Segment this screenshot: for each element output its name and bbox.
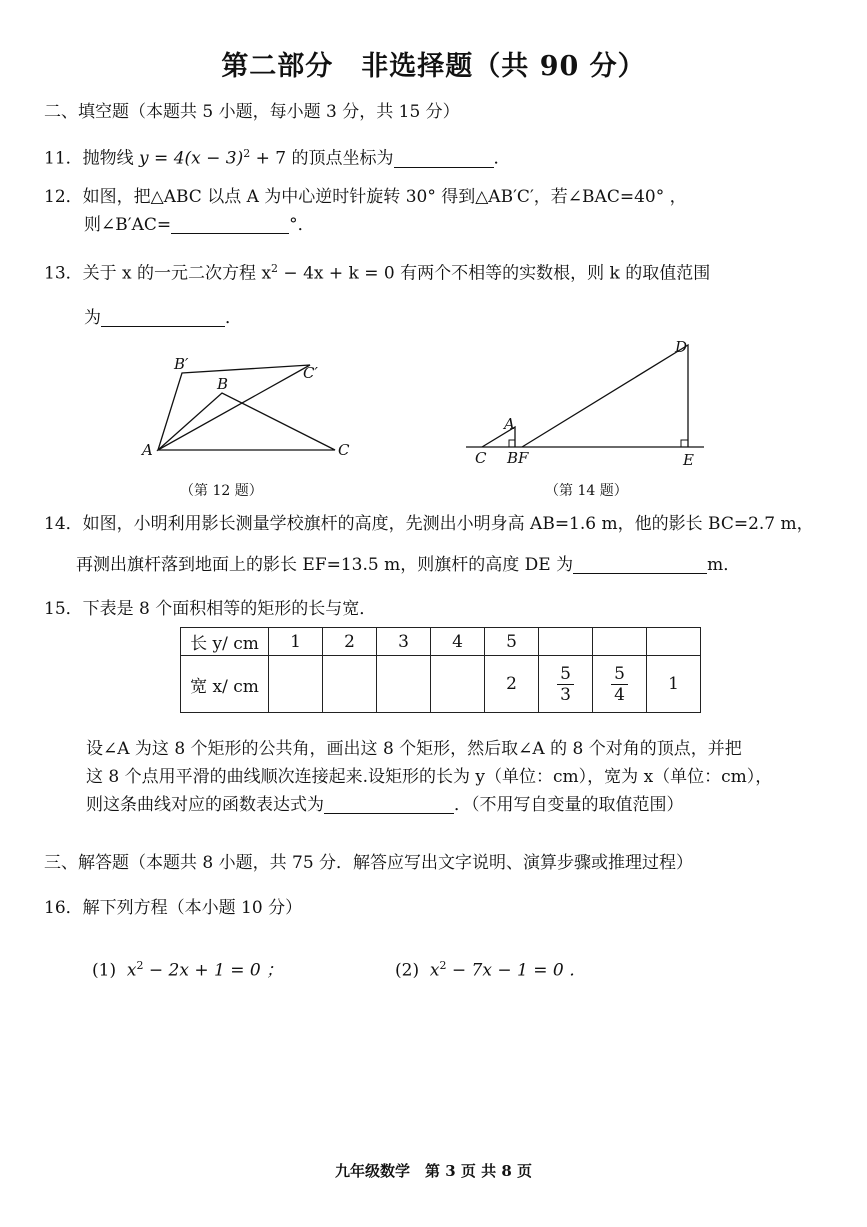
figure-14-caption: （第 14 题） <box>545 483 628 499</box>
q15-table <box>180 627 701 713</box>
label-c-prime: C′ <box>303 364 318 382</box>
q12-number: 12． <box>44 187 83 207</box>
q15-answer-blank <box>324 795 454 814</box>
q16-part2-exponent: 2 <box>439 959 447 972</box>
q16-part1-exponent: 2 <box>136 959 144 972</box>
q15-paragraph-2: 这 8 个点用平滑的曲线顺次连接起来.设矩形的长为 y（单位：cm），宽为 x（单位：cm）， <box>86 767 773 787</box>
section-heading-fill-in: 二、填空题（本题共 5 小题，每小题 3 分，共 15 分） <box>44 102 460 122</box>
q16-part1-label: (1) <box>92 960 117 981</box>
table-row-width <box>181 656 701 713</box>
q13-end: ． <box>225 308 242 328</box>
triangle-ab1c1 <box>158 365 310 450</box>
q15-paragraph-1: 设∠A 为这 8 个矩形的公共角，画出这 8 个矩形，然后取∠A 的 8 个对角的顶点，并把 <box>86 739 742 759</box>
fraction <box>557 664 574 705</box>
q11-pre: 抛物线 <box>82 148 140 169</box>
question-13-line2 <box>84 306 242 330</box>
question-13-line1 <box>44 257 710 286</box>
triangle-abc <box>158 393 335 450</box>
q16-part1-tail: − 2x + 1 = 0 ； <box>143 960 284 981</box>
q15-p3b: ．（不用写自变量的取值范围） <box>454 795 684 815</box>
fraction-denominator: 3 <box>560 684 571 705</box>
q16-part2 <box>395 954 586 983</box>
q11-tail: + 7 的顶点坐标为 <box>250 148 394 169</box>
label-bf: BF <box>507 449 529 467</box>
row-header-width: 宽 x/ cm <box>181 656 269 713</box>
question-15-intro <box>44 597 376 621</box>
length-cell: 3 <box>377 628 431 656</box>
question-11 <box>44 142 511 171</box>
q11-formula: y = 4(x − 3) <box>139 148 244 169</box>
width-cell <box>377 656 431 713</box>
q11-number: 11． <box>44 148 83 169</box>
width-cell <box>269 656 323 713</box>
q16-part1-var: x <box>126 960 137 981</box>
q13-tail: − 4x + k = 0 有两个不相等的实数根，则 k 的取值范围 <box>278 263 711 284</box>
q12-line2b: °． <box>289 215 315 235</box>
q16-part2-var: x <box>429 960 440 981</box>
label-b-prime: B′ <box>174 355 189 373</box>
width-cell-fraction <box>593 656 647 713</box>
q15-number: 15． <box>44 599 83 619</box>
q11-exponent: 2 <box>243 147 251 160</box>
q16-part2-label: (2) <box>395 960 420 981</box>
fraction-denominator: 4 <box>614 684 625 705</box>
q13-line2: 为 <box>84 308 101 328</box>
triangle-def-large <box>522 345 688 447</box>
length-cell: 4 <box>431 628 485 656</box>
width-cell: 2 <box>485 656 539 713</box>
length-cell <box>539 628 593 656</box>
question-12-line1 <box>44 185 687 209</box>
q16-number: 16． <box>44 898 83 918</box>
q14-number: 14． <box>44 514 83 534</box>
q12-line2a: 则∠B′AC= <box>84 215 172 235</box>
fraction-numerator: 5 <box>611 664 628 685</box>
right-angle-mark-b <box>509 440 515 447</box>
q13-pre: 关于 x 的一元二次方程 x <box>82 263 272 284</box>
question-14-line1 <box>44 512 814 536</box>
length-cell <box>593 628 647 656</box>
q16-part2-tail: − 7x − 1 = 0 ． <box>446 960 587 981</box>
question-12-line2 <box>84 213 315 237</box>
q13-exponent: 2 <box>271 262 279 275</box>
label-c: C <box>338 441 350 459</box>
question-14-line2 <box>76 553 740 577</box>
q16-title: 解下列方程（本小题 10 分） <box>82 898 303 918</box>
width-cell: 1 <box>647 656 701 713</box>
table-row-length <box>181 628 701 656</box>
figure-12-caption: （第 12 题） <box>180 483 263 499</box>
section-heading-answer: 三、解答题（本题共 8 小题，共 75 分．解答应写出文字说明、演算步骤或推理过程） <box>44 853 694 873</box>
width-cell <box>431 656 485 713</box>
right-angle-mark-e <box>681 440 688 447</box>
q16-part1 <box>92 954 283 983</box>
length-cell: 5 <box>485 628 539 656</box>
page-footer: 九年级数学 第 3 页 共 8 页 <box>335 1162 532 1180</box>
width-cell-fraction <box>539 656 593 713</box>
row-header-length: 长 y/ cm <box>181 628 269 656</box>
length-cell: 2 <box>323 628 377 656</box>
figure-14-diagram <box>462 335 712 475</box>
q11-answer-blank <box>394 149 494 168</box>
q15-paragraph-3 <box>86 793 684 817</box>
width-cell <box>323 656 377 713</box>
q14-line1: 如图，小明利用影长测量学校旗杆的高度，先测出小明身高 AB=1.6 m，他的影长 BC=2.7 m， <box>82 514 814 534</box>
fraction-numerator: 5 <box>557 664 574 685</box>
label-b: B <box>217 375 229 393</box>
label-a: A <box>142 441 153 459</box>
q12-answer-blank <box>171 215 289 234</box>
page-title: 第二部分 非选择题（共 90 分） <box>221 51 646 82</box>
q14-line2b: m． <box>707 555 741 575</box>
q13-answer-blank <box>101 308 225 327</box>
q11-end: ． <box>493 148 511 169</box>
fraction <box>611 664 628 705</box>
label-e: E <box>683 451 694 469</box>
question-16 <box>44 896 302 920</box>
label-a-small: A <box>504 415 515 433</box>
q15-intro: 下表是 8 个面积相等的矩形的长与宽． <box>82 599 377 619</box>
q15-p3a: 则这条曲线对应的函数表达式为 <box>86 795 324 815</box>
label-c-small: C <box>475 449 487 467</box>
q12-line1: 如图，把△ABC 以点 A 为中心逆时针旋转 30° 得到△AB′C′，若∠BAC=40° ， <box>82 187 687 207</box>
figure-12-diagram <box>130 345 370 470</box>
label-d: D <box>675 338 688 356</box>
q14-answer-blank <box>573 555 707 574</box>
length-cell: 1 <box>269 628 323 656</box>
q13-number: 13． <box>44 263 83 284</box>
length-cell <box>647 628 701 656</box>
q14-line2a: 再测出旗杆落到地面上的影长 EF=13.5 m，则旗杆的高度 DE 为 <box>76 555 574 575</box>
